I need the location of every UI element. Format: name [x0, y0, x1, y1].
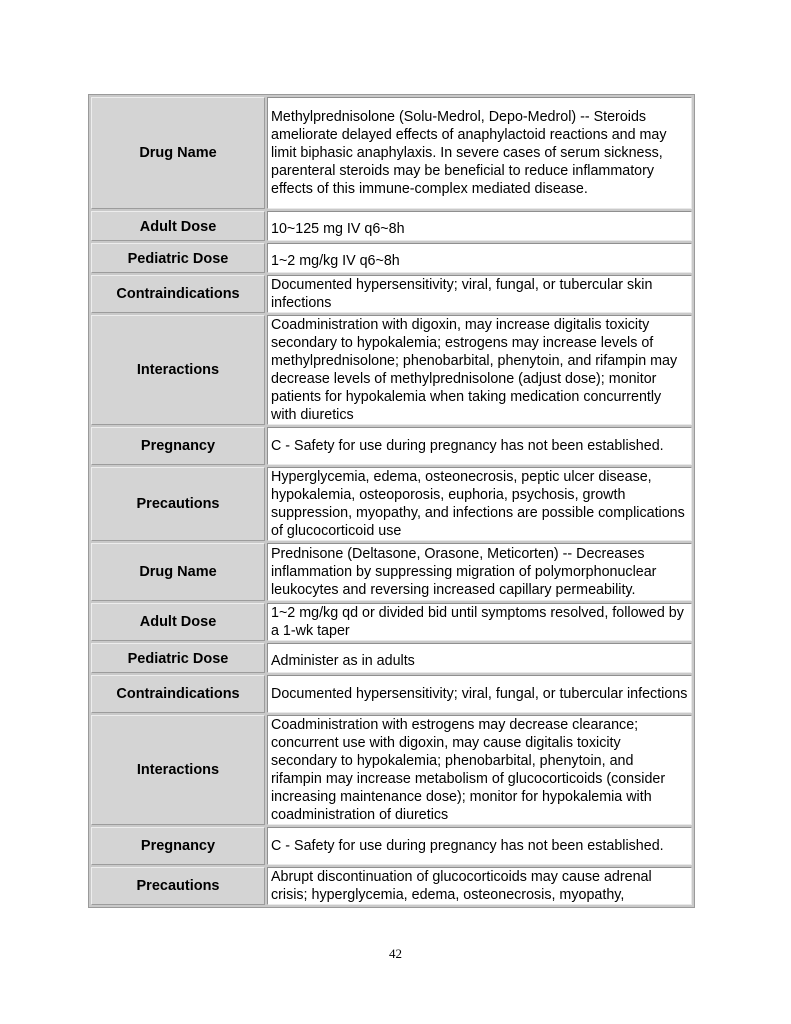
table-row [91, 243, 692, 273]
drug-name-label: Drug Name [91, 543, 265, 601]
interactions-label: Interactions [91, 715, 265, 825]
table-row [91, 643, 692, 673]
table-row [91, 275, 692, 313]
table-row [91, 97, 692, 209]
interactions-value: Coadministration with estrogens may decrease clearance; concurrent use with digoxin, may cause digitalis toxicity secondary to hypokalemia; phenobarbital, phenytoin, and rifampin may increase metabolism of glucocorticoids (consider increasing maintenance dose); monitor for hypokalemia with coadministration of diuretics [267, 715, 692, 825]
precautions-label: Precautions [91, 867, 265, 905]
pediatric-dose-value: 1~2 mg/kg IV q6~8h [267, 243, 692, 273]
adult-dose-value: 10~125 mg IV q6~8h [267, 211, 692, 241]
pediatric-dose-label: Pediatric Dose [91, 643, 265, 673]
pregnancy-label: Pregnancy [91, 827, 265, 865]
contraindications-value: Documented hypersensitivity; viral, fungal, or tubercular infections [267, 675, 692, 713]
pediatric-dose-value: Administer as in adults [267, 643, 692, 673]
pediatric-dose-label: Pediatric Dose [91, 243, 265, 273]
table-row [91, 467, 692, 541]
precautions-value: Hyperglycemia, edema, osteonecrosis, peptic ulcer disease, hypokalemia, osteoporosis, euphoria, psychosis, growth suppression, myopathy, and infections are possible complications of glucocorticoid use [267, 467, 692, 541]
table-row [91, 315, 692, 425]
table-row [91, 603, 692, 641]
adult-dose-label: Adult Dose [91, 603, 265, 641]
contraindications-label: Contraindications [91, 675, 265, 713]
contraindications-label: Contraindications [91, 275, 265, 313]
adult-dose-value: 1~2 mg/kg qd or divided bid until symptoms resolved, followed by a 1-wk taper [267, 603, 692, 641]
table-row [91, 827, 692, 865]
contraindications-value: Documented hypersensitivity; viral, fungal, or tubercular skin infections [267, 275, 692, 313]
precautions-value: Abrupt discontinuation of glucocorticoids may cause adrenal crisis; hyperglycemia, edema, osteonecrosis, myopathy, [267, 867, 692, 905]
table-row [91, 675, 692, 713]
interactions-label: Interactions [91, 315, 265, 425]
drug-name-value: Methylprednisolone (Solu-Medrol, Depo-Medrol) -- Steroids ameliorate delayed effects of anaphylactoid reactions and may limit biphasic anaphylaxis. In severe cases of serum sickness, parenteral steroids may be beneficial to reduce inflammatory effects of this immune-complex mediated disease. [267, 97, 692, 209]
pregnancy-value: C - Safety for use during pregnancy has not been established. [267, 427, 692, 465]
drug-name-value: Prednisone (Deltasone, Orasone, Meticorten) -- Decreases inflammation by suppressing migration of polymorphonuclear leukocytes and reversing increased capillary permeability. [267, 543, 692, 601]
pregnancy-label: Pregnancy [91, 427, 265, 465]
pregnancy-value: C - Safety for use during pregnancy has not been established. [267, 827, 692, 865]
page-number: 42 [389, 946, 402, 961]
table-row [91, 715, 692, 825]
drug-table [89, 95, 694, 907]
precautions-label: Precautions [91, 467, 265, 541]
table-row [91, 427, 692, 465]
interactions-value: Coadministration with digoxin, may increase digitalis toxicity secondary to hypokalemia; estrogens may increase levels of methylprednisolone; phenobarbital, phenytoin, and rifampin may decrease levels of methylprednisolone (adjust dose); monitor patients for hypokalemia when taking medication concurrently with diuretics [267, 315, 692, 425]
adult-dose-label: Adult Dose [91, 211, 265, 241]
table-row [91, 867, 692, 905]
drug-name-label: Drug Name [91, 97, 265, 209]
table-row [91, 211, 692, 241]
drug-table-container [88, 94, 695, 908]
table-row [91, 543, 692, 601]
